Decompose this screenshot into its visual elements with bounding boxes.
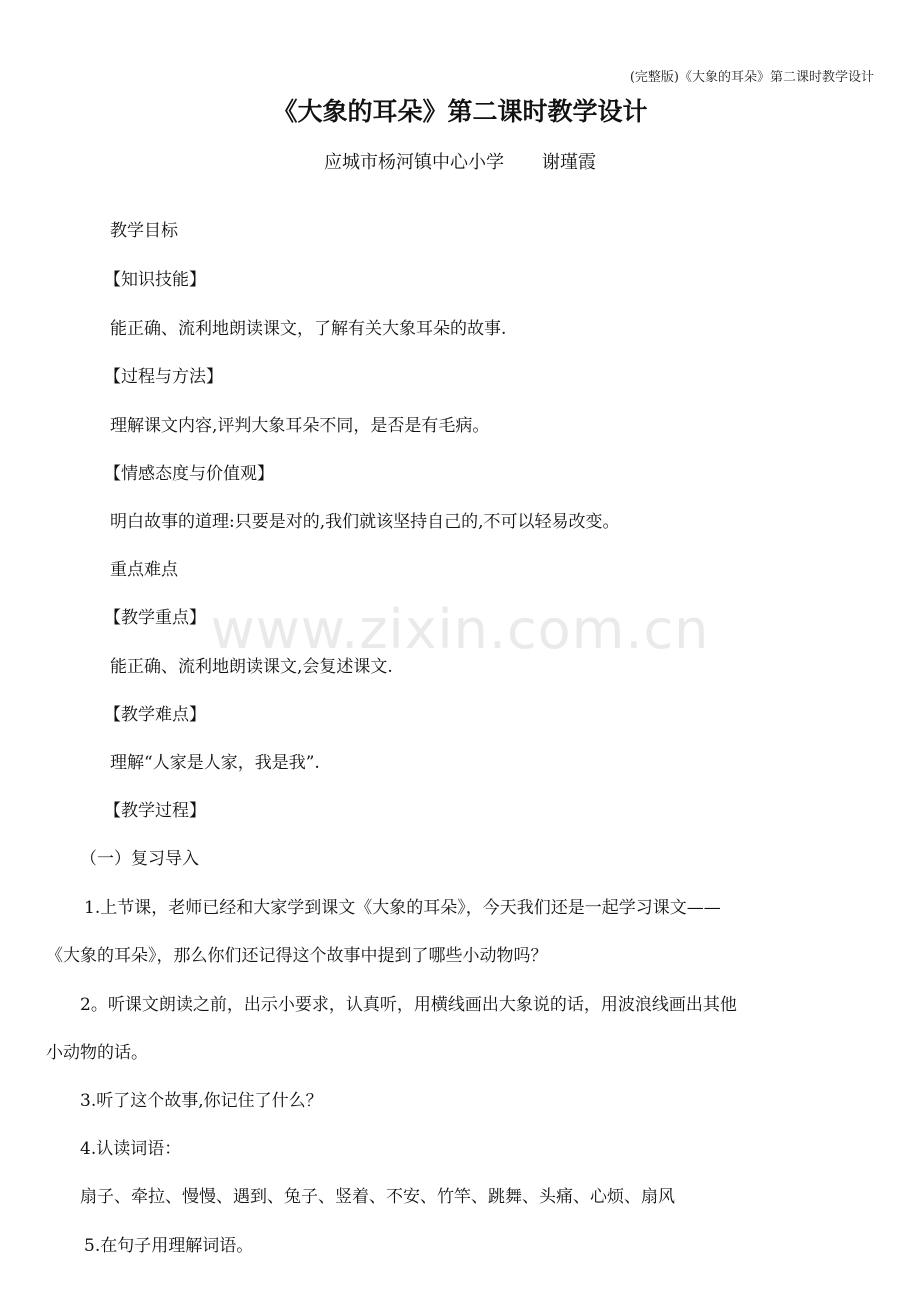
section-review-intro: （一）复习导入 xyxy=(80,849,199,869)
paragraph: 理解“人家是人家，我是我”. xyxy=(110,753,320,773)
heading-teaching-goals: 教学目标 xyxy=(110,221,178,241)
label-teaching-difficulty: 【教学难点】 xyxy=(104,705,206,725)
paragraph: 明白故事的道理:只要是对的,我们就该坚持自己的,不可以轻易改变。 xyxy=(110,512,620,532)
label-teaching-process: 【教学过程】 xyxy=(104,801,206,821)
heading-key-points: 重点难点 xyxy=(110,560,178,580)
list-item: 5.在句子用理解词语。 xyxy=(84,1236,254,1256)
list-item: 3.听了这个故事,你记住了什么？ xyxy=(80,1091,323,1111)
label-knowledge-skills: 【知识技能】 xyxy=(104,270,206,290)
watermark: www.zixin.com.cn xyxy=(210,598,710,661)
author-name: 谢瑾霞 xyxy=(542,152,596,173)
list-item-continuation: 小动物的话。 xyxy=(46,1043,148,1063)
page-header-note: (完整版)《大象的耳朵》第二课时教学设计 xyxy=(629,70,874,85)
paragraph: 能正确、流利地朗读课文,会复述课文. xyxy=(110,657,393,677)
label-teaching-focus: 【教学重点】 xyxy=(104,608,206,628)
author-line xyxy=(0,148,920,174)
list-item-continuation: 《大象的耳朵》，那么你们还记得这个故事中提到了哪些小动物吗？ xyxy=(46,946,548,966)
list-item: 4.认读词语： xyxy=(80,1139,182,1159)
label-process-method: 【过程与方法】 xyxy=(104,367,223,387)
label-attitude-values: 【情感态度与价值观】 xyxy=(104,464,274,484)
list-item: 2。听课文朗读之前，出示小要求，认真听，用横线画出大象说的话，用波浪线画出其他 xyxy=(80,995,737,1015)
list-item: 1.上节课，老师已经和大家学到课文《大象的耳朵》，今天我们还是一起学习课文—— xyxy=(84,898,721,918)
paragraph: 能正确、流利地朗读课文，了解有关大象耳朵的故事. xyxy=(110,319,507,339)
author-school: 应城市杨河镇中心小学 xyxy=(324,152,504,173)
paragraph: 理解课文内容,评判大象耳朵不同，是否是有毛病。 xyxy=(110,416,490,436)
document-title: 《大象的耳朵》第二课时教学设计 xyxy=(272,97,648,126)
vocabulary-list: 扇子、牵拉、慢慢、遇到、兔子、竖着、不安、竹竿、跳舞、头痛、心烦、扇风 xyxy=(80,1187,675,1207)
